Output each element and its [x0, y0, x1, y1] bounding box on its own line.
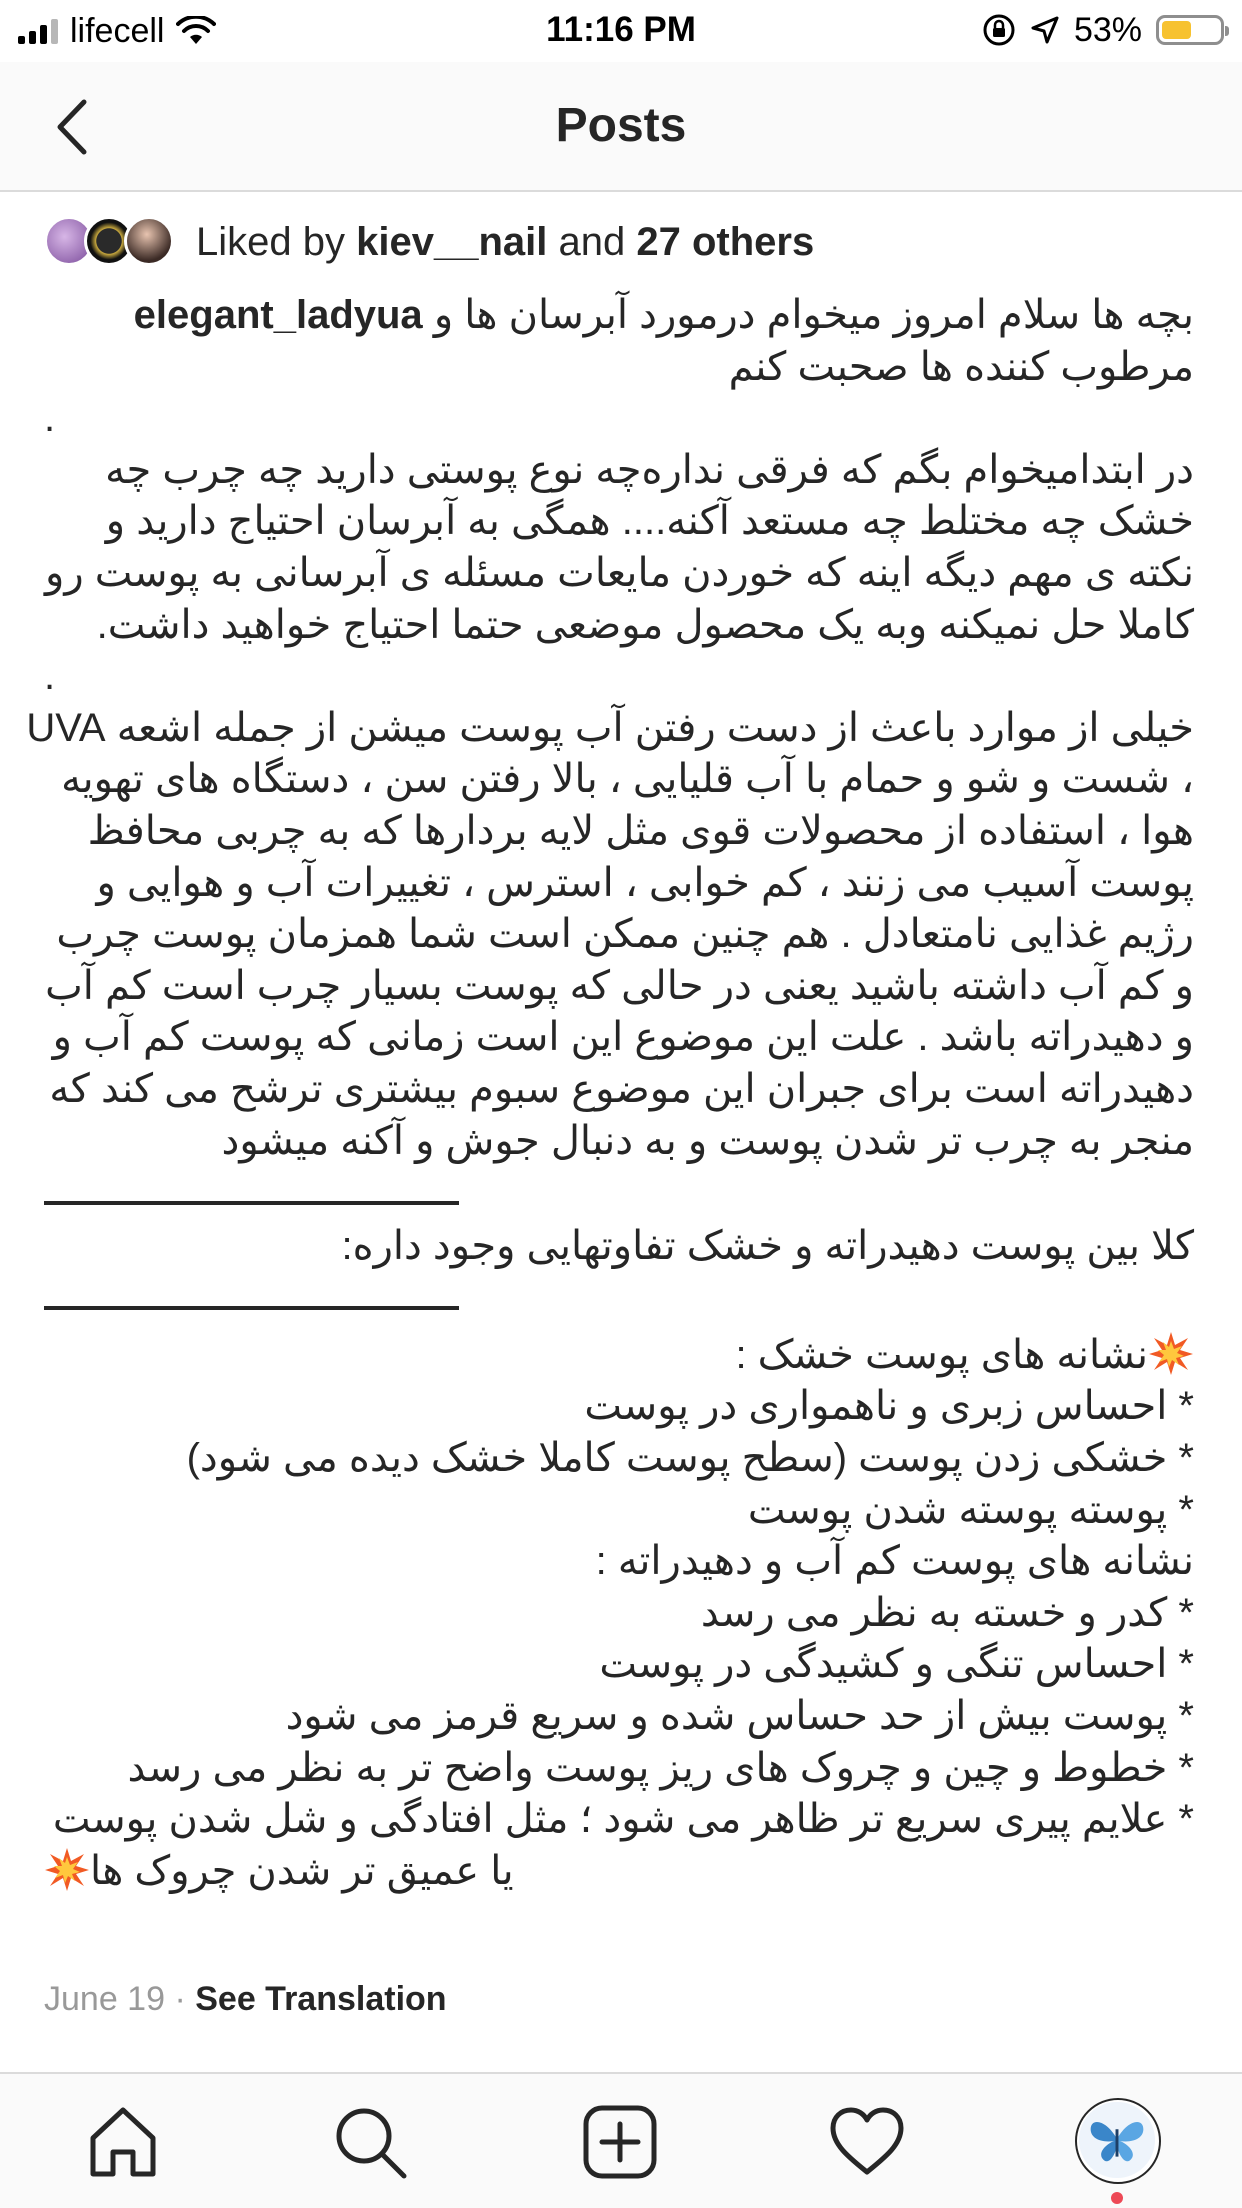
home-icon — [83, 2102, 163, 2182]
caption-line: هوا ، استفاده از محصولات قوی مثل لایه بردارها که به چربی محافظ — [87, 808, 1194, 853]
search-icon — [330, 2102, 410, 2182]
clock: 11:16 PM — [546, 10, 696, 49]
caption-line: * کدر و خسته به نظر می رسد — [700, 1590, 1194, 1635]
caption-line: و دهیدراته باشد . علت این موضوع این است زمانی که پوست کم آب و — [52, 1015, 1194, 1060]
caption-line: بچه ها سلام امروز میخوام درمورد آبرسان ها و elegant_ladyua — [133, 293, 1194, 337]
caption-line: نکته ی مهم دیگه اینه که خوردن مایعات مسئله ی آبرسانی به پوست رو — [45, 550, 1194, 595]
caption-line: * احساس زبری و ناهمواری در پوست — [584, 1384, 1194, 1429]
caption-line: . — [44, 396, 56, 441]
collision-emoji-icon — [44, 1846, 90, 1892]
avatar — [124, 216, 174, 266]
likes-prefix: Liked by — [196, 219, 345, 264]
see-translation-link[interactable]: See Translation — [195, 1980, 447, 2018]
post-caption — [26, 290, 1194, 1897]
caption-line: مرطوب کننده ها صحبت کنم — [728, 344, 1194, 389]
search-tab[interactable] — [330, 2102, 410, 2182]
likes-others[interactable]: 27 others — [636, 219, 815, 264]
profile-tab[interactable] — [1075, 2098, 1161, 2184]
home-tab[interactable] — [83, 2102, 163, 2182]
caption-line: و کم آب داشته باشید یعنی در حالی که پوست بسیار چرب است کم آب — [45, 963, 1194, 1008]
carrier-name: lifecell — [70, 11, 165, 50]
caption-line: رژیم غذایی نامتعادل . هم چنین ممکن است شما همزمان پوست چرب — [56, 912, 1194, 957]
collision-emoji-icon — [1148, 1330, 1194, 1376]
caption-line: * خطوط و چین و چروک های ریز پوست واضح تر به نظر می رسد — [127, 1745, 1194, 1790]
caption-line: * پوست بیش از حد حساس شده و سریع قرمز می شود — [285, 1694, 1194, 1739]
add-post-icon — [580, 2102, 660, 2182]
status-bar — [0, 0, 1242, 62]
battery-icon — [1156, 15, 1224, 45]
caption-line: منجر به چرب تر شدن پوست و به دنبال جوش و آکنه میشود — [221, 1118, 1194, 1163]
orientation-lock-icon — [982, 13, 1016, 47]
divider — [44, 1167, 1194, 1219]
caption-line: نشانه های پوست کم آب و دهیدراته : — [595, 1539, 1194, 1584]
caption-line: * خشکی زدن پوست (سطح پوست کاملا خشک دیده می شود) — [186, 1436, 1194, 1481]
caption-line: . — [44, 654, 56, 699]
caption-line: یا عمیق تر شدن چروک ها — [44, 1846, 1194, 1898]
notification-dot — [1111, 2192, 1123, 2204]
likes-row[interactable] — [44, 212, 814, 272]
status-right — [982, 8, 1224, 52]
battery-percent: 53% — [1073, 10, 1142, 49]
meta-separator: · — [174, 1980, 186, 2018]
post-date: June 19 — [44, 1980, 165, 2018]
new-post-tab[interactable] — [580, 2102, 660, 2182]
caption-username[interactable]: elegant_ladyua — [133, 293, 423, 337]
activity-tab[interactable] — [827, 2102, 907, 2182]
caption-line: در ابتدامیخوام بگم که فرقی نداره‌چه نوع پوستی دارید چه چرب چه — [105, 447, 1194, 492]
tab-bar — [0, 2072, 1242, 2208]
post-meta — [44, 1980, 447, 2019]
likes-middle: and — [558, 219, 626, 264]
caption-line: کاملا حل نمیکنه وبه یک محصول موضعی حتما احتیاج خواهید داشت. — [96, 602, 1194, 647]
caption-line: پوست آسیب می زنند ، کم خوابی ، استرس ، تغییرات آب و هوایی و — [96, 860, 1194, 905]
heart-icon — [827, 2102, 907, 2182]
battery-fill — [1162, 21, 1191, 39]
divider — [44, 1272, 1194, 1324]
caption-line: * علایم پیری سریع تر ظاهر می شود ؛ مثل افتادگی و شل شدن پوست — [52, 1797, 1194, 1842]
liker-avatars[interactable] — [44, 214, 174, 270]
page-title: Posts — [555, 99, 687, 152]
caption-line: * پوسته پوسته شدن پوست — [747, 1487, 1194, 1532]
nav-bar — [0, 62, 1242, 192]
liker-username[interactable]: kiev__nail — [356, 219, 548, 264]
caption-line: * احساس تنگی و کشیدگی در پوست — [599, 1642, 1194, 1687]
caption-line: کلا بین پوست دهیدراته و خشک تفاوتهایی وجود داره: — [341, 1223, 1194, 1268]
butterfly-avatar-icon — [1077, 2100, 1157, 2180]
location-icon — [1030, 15, 1060, 45]
caption-line: دهیدراته است برای جبران این موضوع سبوم بیشتری ترشح می کند که — [49, 1066, 1194, 1111]
caption-line: خشک چه مختلط چه مستعد آکنه.... همگی به آبرسان احتیاج دارید و — [105, 499, 1194, 544]
caption-line: ، شست و شو و حمام با آب قلیایی ، بالا رفتن سن ، دستگاه های تهویه — [61, 757, 1194, 802]
caption-line: خیلی از موارد باعث از دست رفتن آب پوست میشن از جمله اشعه UVA — [26, 705, 1194, 750]
caption-line: نشانه های پوست خشک : — [44, 1330, 1194, 1382]
